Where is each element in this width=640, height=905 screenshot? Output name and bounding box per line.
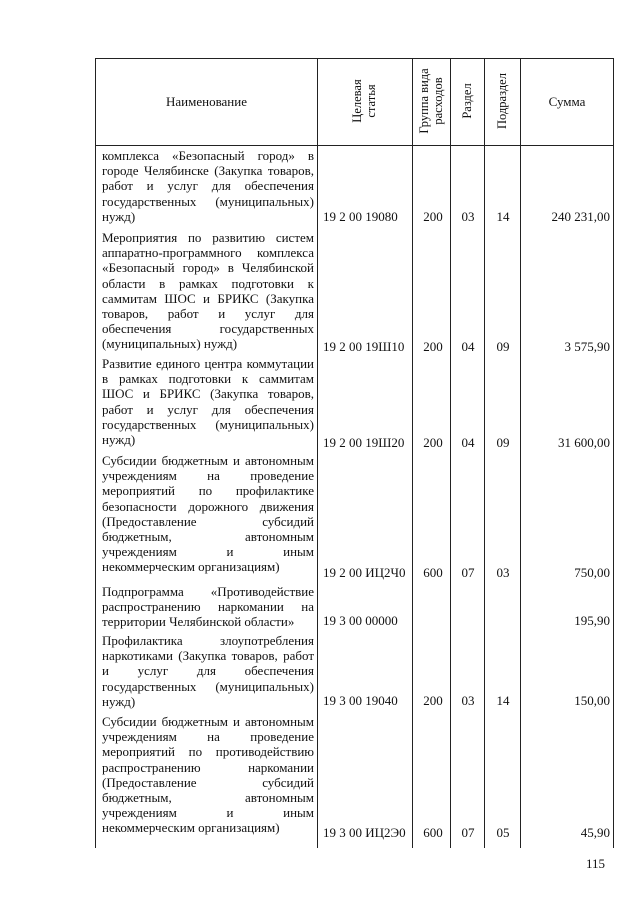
row-name: Подпрограмма «Противодействие распространению наркомании на территории Челябинской области» [102, 584, 314, 630]
row-target-code: 19 3 00 00000 [323, 613, 398, 628]
row-target-code: 19 3 00 19040 [323, 693, 398, 708]
row-target-code: 19 2 00 19Ш20 [323, 435, 405, 450]
table-top-border [95, 58, 614, 59]
row-sum: 45,90 [580, 825, 610, 840]
col-border-subsection [520, 58, 521, 848]
row-section: 04 [461, 435, 475, 450]
row-sum: 3 575,90 [564, 339, 610, 354]
header-name: Наименование [166, 94, 247, 109]
row-subsection: 14 [496, 693, 510, 708]
row-target-code: 19 2 00 ИЦ2Ч0 [323, 565, 406, 580]
row-expense-group: 200 [423, 209, 443, 224]
col-border-group [450, 58, 451, 848]
row-name: Профилактика злоупотребления наркотиками (Закупка товаров, работ и услуг для обеспечения государственных (муниципальных) нужд) [102, 633, 314, 709]
header-group: Группа вида расходов [417, 68, 445, 134]
page-number: 115 [586, 856, 606, 871]
col-border-section [484, 58, 485, 848]
col-border-name [317, 58, 318, 848]
row-name: Развитие единого центра коммутации в рамках подготовки к саммитам ШОС и БРИКС (Закупка товаров, работ и услуг для обеспечения государственных (муниципальных) нужд) [102, 356, 314, 448]
col-border-left [95, 58, 96, 848]
row-expense-group: 600 [423, 825, 443, 840]
col-border-right [613, 58, 614, 848]
header-target: Целевая статья [350, 79, 378, 123]
col-border-code [412, 58, 413, 848]
row-expense-group: 200 [423, 693, 443, 708]
header-section: Раздел [460, 83, 474, 119]
row-name: Субсидии бюджетным и автономным учреждениям на проведение мероприятий по противодействию распространению наркомании (Предоставление субсидий бюджетным, автономным учреждениям и иным некоммерческим организациям) [102, 714, 314, 836]
row-section: 04 [461, 339, 475, 354]
row-name: Мероприятия по развитию систем аппаратно-программного комплекса «Безопасный город» в Челябинской области в рамках подготовки к саммитам ШОС и БРИКС (Закупка товаров, работ и услуг для обеспечения государственных (муниципальных) нужд) [102, 230, 314, 352]
row-expense-group: 200 [423, 339, 443, 354]
row-sum: 31 600,00 [558, 435, 610, 450]
row-section: 07 [461, 565, 475, 580]
header-subsection: Подраздел [495, 73, 509, 129]
row-subsection: 14 [496, 209, 510, 224]
row-sum: 195,90 [574, 613, 610, 628]
row-sum: 750,00 [574, 565, 610, 580]
row-target-code: 19 3 00 ИЦ2Э0 [323, 825, 406, 840]
row-expense-group: 600 [423, 565, 443, 580]
row-section: 03 [461, 693, 475, 708]
row-section: 03 [461, 209, 475, 224]
row-name: комплекса «Безопасный город» в городе Челябинске (Закупка товаров, работ и услуг для обеспечения государственных (муниципальных) нужд) [102, 148, 314, 224]
header-bottom-border [95, 145, 614, 146]
row-expense-group: 200 [423, 435, 443, 450]
row-subsection: 05 [496, 825, 510, 840]
row-subsection: 09 [496, 435, 510, 450]
row-sum: 150,00 [574, 693, 610, 708]
row-section: 07 [461, 825, 475, 840]
header-sum: Сумма [548, 94, 586, 109]
row-target-code: 19 2 00 19080 [323, 209, 398, 224]
row-sum: 240 231,00 [551, 209, 610, 224]
row-name: Субсидии бюджетным и автономным учреждениям на проведение мероприятий по профилактике безопасности дорожного движения (Предоставление субсидий бюджетным, автономным учреждениям и иным некоммерческим организациям) [102, 453, 314, 575]
row-target-code: 19 2 00 19Ш10 [323, 339, 405, 354]
row-subsection: 09 [496, 339, 510, 354]
row-subsection: 03 [496, 565, 510, 580]
